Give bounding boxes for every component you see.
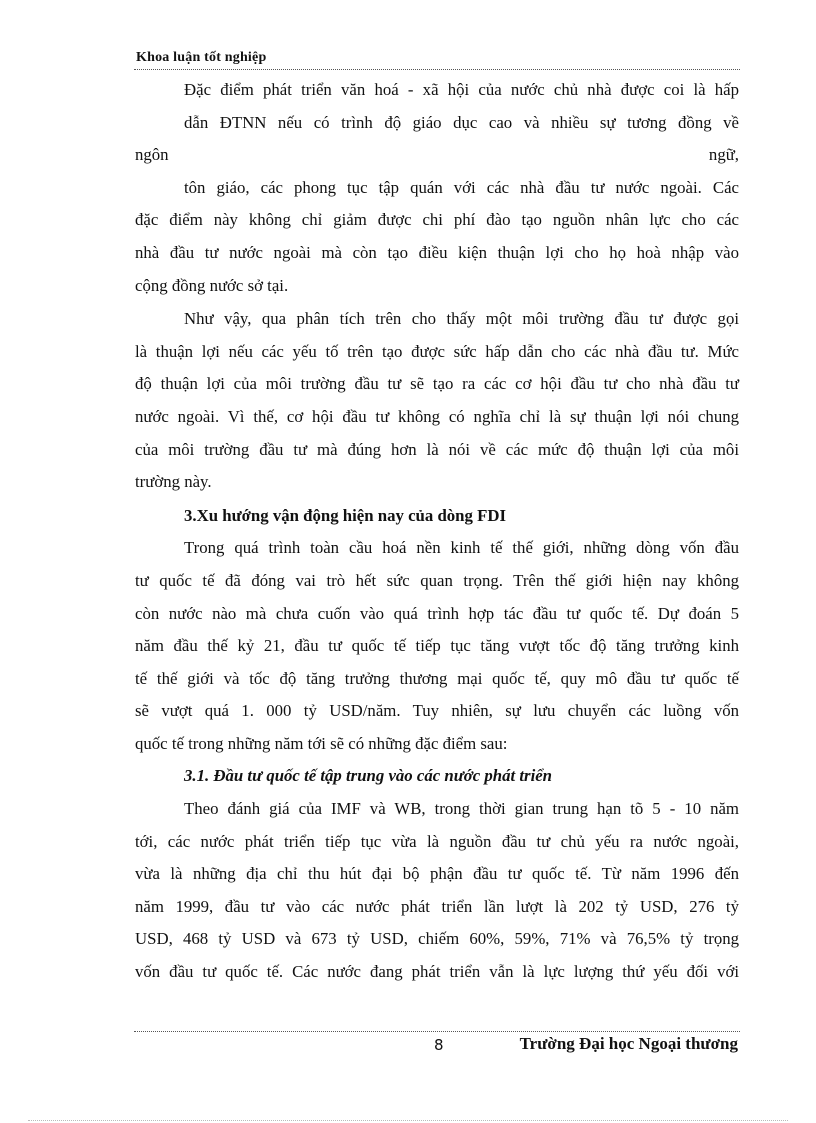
paragraph-line: vốn đầu tư quốc tế. Các nước đang phát triển vẫn là lực lượng thứ yếu đối với: [135, 962, 739, 982]
page-bottom-border: [28, 1120, 788, 1121]
paragraph-line: đặc điểm này không chỉ giảm được chi phí đào tạo nguồn nhân lực cho các: [135, 210, 739, 230]
paragraph-line: năm 1999, đầu tư vào các nước phát triển lần lượt là 202 tỷ USD, 276 tỷ: [135, 896, 739, 916]
paragraph-line: Như vậy, qua phân tích trên cho thấy một môi trường đầu tư được gọi: [184, 309, 739, 329]
document-body: [135, 74, 739, 989]
document-header-title: Khoa luận tốt nghiệp: [136, 50, 267, 65]
paragraph-line: USD, 468 tỷ USD và 673 tỷ USD, chiếm 60%, 59%, 71% và 76,5% tỷ trọng: [135, 929, 739, 949]
paragraph-line: cộng đồng nước sở tại.: [135, 275, 289, 295]
paragraph-line: Theo đánh giá của IMF và WB, trong thời gian trung hạn tõ 5 - 10 năm: [184, 799, 739, 819]
paragraph-line: sẽ vượt quá 1. 000 tỷ USD/năm. Tuy nhiên, sự lưu chuyển các luồng vốn: [135, 701, 739, 721]
paragraph-line: nhà đầu tư nước ngoài mà còn tạo điều kiện thuận lợi cho họ hoà nhập vào: [135, 242, 739, 262]
paragraph-line: của môi trường đầu tư mà đúng hơn là nói về các mức độ thuận lợi của môi: [135, 439, 739, 459]
page-number: 8: [434, 1036, 444, 1054]
paragraph-line: trường này.: [135, 472, 212, 492]
section-heading: 3.Xu hướng vận động hiện nay của dòng FDI: [184, 505, 506, 525]
paragraph-line: còn nước nào mà chưa cuốn vào quá trình hợp tác đầu tư quốc tế. Dự đoán 5: [135, 603, 739, 623]
paragraph-word-right: ngữ,: [708, 145, 739, 165]
paragraph-line: quốc tế trong những năm tới sẽ có những đặc điểm sau:: [135, 733, 508, 753]
paragraph-line: dẫn ĐTNN nếu có trình độ giáo dục cao và nhiều sự tương đồng về: [184, 112, 739, 132]
subsection-heading: 3.1. Đầu tư quốc tế tập trung vào các nước phát triển: [184, 766, 553, 786]
paragraph-line: Đặc điểm phát triển văn hoá - xã hội của nước chủ nhà được coi là hấp: [184, 80, 739, 99]
paragraph-line-split: [135, 139, 739, 172]
footer-divider: [134, 1031, 740, 1032]
footer-school-name: Trường Đại học Ngoại thương: [519, 1034, 738, 1053]
paragraph-line: Trong quá trình toàn cầu hoá nền kinh tế thế giới, những dòng vốn đầu: [184, 538, 739, 558]
paragraph-line: tế thế giới và tốc độ tăng trưởng thương mại quốc tế, quy mô đầu tư quốc tế: [135, 668, 739, 688]
paragraph-line: vừa là những địa chỉ thu hút đại bộ phận đầu tư quốc tế. Từ năm 1996 đến: [135, 864, 739, 884]
paragraph-line: tôn giáo, các phong tục tập quán với các nhà đầu tư nước ngoài. Các: [184, 177, 739, 197]
paragraph-line: năm đầu thế kỷ 21, đầu tư quốc tế tiếp tục tăng vượt tốc độ tăng trưởng kinh: [135, 636, 739, 656]
header-divider: [134, 69, 740, 70]
paragraph-line: độ thuận lợi của môi trường đầu tư sẽ tạo ra các cơ hội đầu tư cho nhà đầu tư: [135, 374, 739, 394]
paragraph-word-left: ngôn: [135, 145, 169, 165]
paragraph-line: nước ngoài. Vì thế, cơ hội đầu tư không có nghĩa chỉ là sự thuận lợi nói chung: [135, 406, 739, 426]
paragraph-line: là thuận lợi nếu các yếu tố trên tạo được sức hấp dẫn cho các nhà đầu tư. Mức: [135, 341, 739, 361]
paragraph-line: tư quốc tế đã đóng vai trò hết sức quan trọng. Trên thế giới hiện nay không: [135, 570, 739, 590]
paragraph-line: tới, các nước phát triển tiếp tục vừa là nguồn đầu tư chủ yếu ra nước ngoài,: [135, 831, 739, 851]
